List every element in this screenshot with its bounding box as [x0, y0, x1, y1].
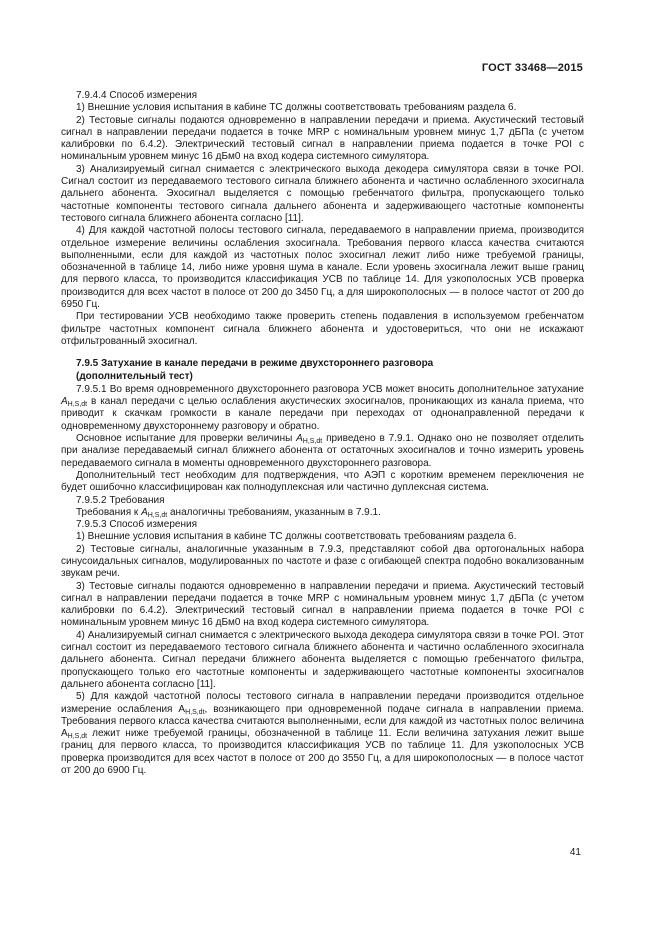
section-heading: 7.9.5 Затухание в канале передачи в режиме двухстороннего разговора	[76, 358, 434, 370]
paragraph: 4) Анализируемый сигнал снимается с электрического выхода декодера симулятора связи в точке POI. Этот сигнал состоит из передаваемого тестового сигнала ближнего абонента и частично ослабленного эхосигнала дальнего абонента. Сигнал передачи ближнего абонента выделяется с помощью гребенчатого фильтра, пропускающего только его частотные компоненты и задерживающего частотные компоненты эхосигналов дальнего абонента согласно [11].	[61, 629, 584, 690]
paragraph: Дополнительный тест необходим для подтверждения, что АЭП с коротким временем переключения не будет ошибочно классифицирован как полнодуплексная или частично дуплексная система.	[61, 469, 584, 494]
page-header: ГОСТ 33468—2015	[481, 62, 583, 74]
subsection-title: 7.9.5.2 Требования	[76, 494, 165, 506]
symbol: A	[141, 506, 148, 518]
symbol-sub: H,S,dt	[147, 511, 168, 519]
paragraph: 4) Для каждой частотной полосы тестового сигнала, передаваемого в направлении приема, производится отдельное измерение величины ослабления эхосигнала. Требования первого класса качества считаются выполненными, если для каждой из частотных полос эхосигнал лежит либо ниже требуемой границы, обозначенной в таблице 14, либо ниже уровня шума в канале. Если уровень эхосигнала лежит выше границ для первого класса, то производится классификация УСВ по таблице 14. Для узкополосных УСВ проверка производится для всех частот в полосе от 200 до 3450 Гц, а для широкополосных — в полосе частот от 200 до 6950 Гц.	[61, 225, 584, 311]
paragraph: 7.9.5.1 Во время одновременного двухстороннего разговора УСВ может вносить дополнительное затухание $A_{H,S,dt}$ в канал передачи с целью ослабления акустических эхосигналов, проникающих из канала приема, что приводит к скачкам громкости в канале передачи при переходах от однонаправленной передачи к одновременному двухстороннему разговору и обратно.	[61, 383, 584, 432]
symbol: A	[61, 728, 68, 740]
subsection-title: 7.9.5.3 Способ измерения	[76, 519, 197, 531]
paragraph: При тестировании УСВ необходимо также проверить степень подавления в используемом гребенчатом фильтре частотных компонент сигнала ближнего абонента и удостовериться, что они не искажают отфильтрованный эхосигнал.	[61, 311, 584, 347]
symbol-sub: H,S,dt	[67, 733, 88, 741]
symbol: A	[61, 396, 68, 408]
symbol-sub: H,S,dt	[302, 438, 323, 446]
document-body	[61, 90, 584, 777]
paragraph: 1) Внешние условия испытания в кабине ТС должны соответствовать требованиям раздела 6.	[76, 102, 517, 114]
paragraph: 5) Для каждой частотной полосы тестового сигнала в направлении передачи производится отдельное измерение ослабления $A_{H,S,dt}$, возникающего при одновременной подаче сигнала в направлении приема. Требования первого класса качества считаются выполненными, если для каждой из частотных полос величина $A_{H,S,dt}$ лежит ниже требуемой границы, обозначенной в таблице 11. Если величина затухания лежит выше границ для первого класса, то производится классификация УСВ по таблице 11. Для узкополосных УСВ проверка производится для всех частот в полосе от 200 до 3550 Гц, а для широкополосных — в полосе частот от 200 до 6900 Гц.	[61, 691, 584, 777]
paragraph: 2) Тестовые сигналы подаются одновременно в направлении передачи и приема. Акустический тестовый сигнал в направлении передачи подается в точке MRP с номинальным уровнем минус 1,7 дБПа (с учетом калибровки по 6.4.2). Электрический тестовый сигнал в направлении приема подается в точке POI с номинальным уровнем минус 16 дБм0 на вход кодера системного симулятора.	[61, 114, 584, 163]
page-number: 41	[569, 847, 581, 858]
section-heading-cont: (дополнительный тест)	[76, 370, 193, 382]
paragraph: 3) Анализируемый сигнал снимается с электрического выхода декодера симулятора связи в точке POI. Сигнал состоит из передаваемого тестового сигнала ближнего абонента и частично ослабленного эхосигнала дальнего абонента. Эхосигнал выделяется с помощью гребенчатого фильтра, пропускающего только частотные компоненты тестового сигнала дальнего абонента и задерживающего частотные компоненты тестового сигнала ближнего абонента согласно [11].	[61, 163, 584, 224]
symbol: A	[178, 703, 186, 715]
symbol-sub: H,S,dt	[185, 708, 205, 716]
subsection-title: 7.9.4.4 Способ измерения	[76, 90, 197, 101]
paragraph: 2) Тестовые сигналы, аналогичные указанным в 7.9.3, представляют собой два ортогональных набора синусоидальных сигналов, модулированных по частоте и фазе с огибающей спектра подобно вокализованным звукам речи.	[61, 543, 584, 580]
paragraph: 1) Внешние условия испытания в кабине ТС должны соответствовать требованиям раздела 6.	[76, 531, 517, 543]
symbol-sub: H,S,dt	[67, 401, 88, 409]
symbol: A	[296, 433, 303, 445]
paragraph: 3) Тестовые сигналы подаются одновременно в направлении передачи и приема. Акустический тестовый сигнал в направлении передачи подается в точке MRP с номинальным уровнем минус 1,7 дБПа (с учетом калибровки по 6.4.2). Электрический тестовый сигнал в направлении приема подается в точке POI с номинальным уровнем минус 16 дБм0 на вход кодера системного симулятора.	[61, 580, 584, 629]
paragraph: Основное испытание для проверки величины $A_{H,S,dt}$ приведено в 7.9.1. Однако оно не позволяет отделить при анализе передаваемый сигнал ближнего абонента от остаточных эхосигналов и точно измерить уровень передаваемого сигнала в моменты одновременного двухстороннего разговора.	[61, 433, 584, 469]
paragraph: Требования к $A_{H,S,dt}$ аналогичны требованиям, указанным в 7.9.1.	[76, 506, 381, 519]
